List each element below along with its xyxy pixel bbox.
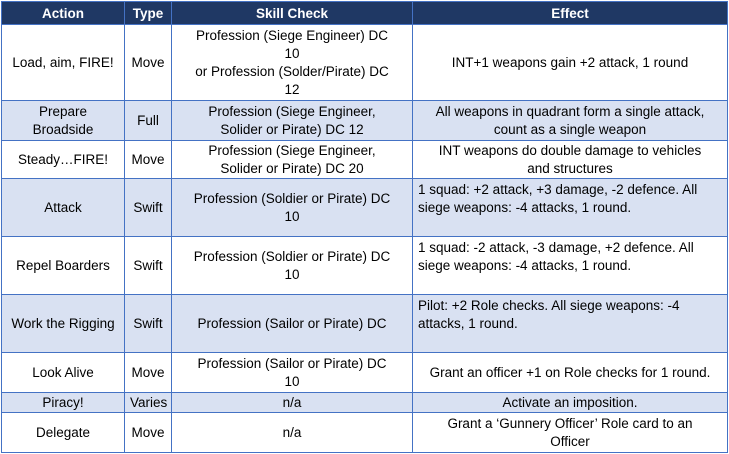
effect-line: Grant an officer +1 on Role checks for 1 round. [429,364,711,380]
effect-line: Grant a ‘Gunnery Officer’ Role card to an [447,415,693,431]
skill-cell [172,179,413,237]
skill-action-table [1,1,728,453]
header-type: Type [125,2,172,25]
skill-line: 10 [284,373,300,389]
skill-cell [172,295,413,353]
skill-cell [172,25,413,101]
table-row [2,25,728,101]
action-cell: Load, aim, FIRE! [2,25,125,101]
effect-line: INT weapons do double damage to vehicles [438,142,702,158]
skill-line: or Profession (Solder/Pirate) DC [195,63,389,79]
table-row [2,393,728,413]
effect-cell [413,101,728,141]
skill-line: 12 [284,81,300,97]
effect-cell [413,25,728,101]
header-row [2,2,728,25]
header-effect: Effect [413,2,728,25]
skill-line: Solider or Pirate) DC 12 [220,121,364,137]
type-cell: Move [125,413,172,453]
skill-cell [172,237,413,295]
table-body [2,25,728,453]
skill-line: Profession (Siege Engineer) DC [195,27,389,43]
table-row [2,237,728,295]
effect-line: siege weapons: -4 attacks, 1 round. [418,258,632,273]
effect-line: Pilot: +2 Role checks. All siege weapons: -4 [418,298,680,313]
skill-line: Profession (Soldier or Pirate) DC [193,190,391,206]
type-cell: Move [125,141,172,179]
type-cell: Move [125,25,172,101]
header-skill-check: Skill Check [172,2,413,25]
effect-line: INT+1 weapons gain +2 attack, 1 round [451,54,689,70]
skill-line: Solider or Pirate) DC 20 [220,160,364,176]
effect-cell [413,413,728,453]
skill-line: Profession (Siege Engineer, [208,103,376,119]
action-cell: Repel Boarders [2,237,125,295]
action-cell: Steady…FIRE! [2,141,125,179]
effect-line: count as a single weapon [493,121,647,137]
action-cell: Attack [2,179,125,237]
effect-line: and structures [527,160,613,176]
type-cell: Full [125,101,172,141]
effect-cell [413,393,728,413]
skill-cell [172,413,413,453]
type-cell: Swift [125,179,172,237]
effect-cell [413,237,728,295]
effect-line: siege weapons: -4 attacks, 1 round. [418,200,632,215]
effect-line: 1 squad: +2 attack, +3 damage, -2 defence. All [418,182,698,197]
table-row [2,353,728,393]
skill-line: Profession (Sailor or Pirate) DC [197,355,387,371]
table-row [2,101,728,141]
skill-line: Profession (Sailor or Pirate) DC [197,315,387,331]
effect-cell [413,141,728,179]
effect-cell [413,353,728,393]
skill-cell [172,101,413,141]
table-row [2,295,728,353]
action-cell: Work the Rigging [2,295,125,353]
type-cell: Swift [125,295,172,353]
effect-line: attacks, 1 round. [418,316,518,331]
action-cell: Look Alive [2,353,125,393]
skill-line: Profession (Siege Engineer, [208,142,376,158]
skill-line: 10 [284,266,300,282]
effect-line: Officer [550,433,590,449]
type-cell: Varies [125,393,172,413]
effect-line: Activate an imposition. [502,394,638,410]
action-cell: Delegate [2,413,125,453]
effect-line: 1 squad: -2 attack, -3 damage, +2 defence. All [418,240,694,255]
type-cell: Swift [125,237,172,295]
effect-cell [413,179,728,237]
effect-cell [413,295,728,353]
header-action: Action [2,2,125,25]
skill-line: 10 [284,45,300,61]
skill-line: 10 [284,208,300,224]
table-row [2,413,728,453]
skill-line: n/a [282,394,302,410]
skill-cell [172,353,413,393]
action-cell: Prepare Broadside [2,101,125,141]
skill-cell [172,393,413,413]
skill-line: Profession (Soldier or Pirate) DC [193,248,391,264]
action-cell: Piracy! [2,393,125,413]
skill-cell [172,141,413,179]
table-row [2,179,728,237]
skill-line: n/a [282,424,302,440]
type-cell: Move [125,353,172,393]
table-row [2,141,728,179]
effect-line: All weapons in quadrant form a single attack, [435,103,705,119]
